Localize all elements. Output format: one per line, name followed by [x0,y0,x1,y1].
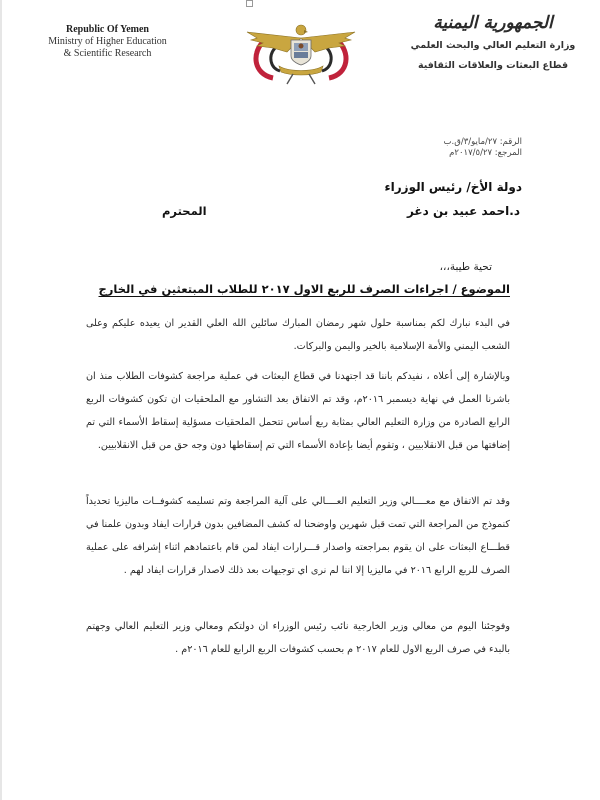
letterhead-arabic [408,10,578,76]
ministry-name-arabic: وزارة التعليم العالي والبحث العلمي [410,40,576,51]
reference-number: الرقم: ٢٧/مايو/٣/ق.ب [443,137,522,147]
country-name-english: Republic Of Yemen [66,24,149,35]
letterhead-english [35,24,180,60]
ministry-name-english-line1: Ministry of Higher Education [48,36,167,47]
yemen-emblem-icon [243,18,359,86]
ministry-name-english-line2: & Scientific Research [63,48,152,59]
addressee-honorific: المحترم [162,204,207,218]
body-paragraph: وقد تم الاتفاق مع معــــالي وزير التعليم العــــالي على آلية المراجعة وتم تسليمه كشوفــات ماليزيا تحديداً كنموذج من المراجعة التي تمت قبل شهرين واوضحنا له كشف المضافين بدون قرارات ايفاد وبدون علمنا في قطـــاع البعثات على ان يقوم بمراجعته واصدار قـــرارات ايفاد لمن قام باعتمادهم اثناء إشرافه على عملية الصرف للربع الرابع ٢٠١٦ في ماليزيا إلا اننا لم نرى اي توجيهات بعد ذلك لاصدار قرارات ايفاد لهم . [86,496,510,576]
addressee-name: د.احمد عبيد بن دغر [406,204,520,218]
emblem-eagle-head [296,25,306,35]
scan-corner-mark [246,0,253,7]
addressee-title: دولة الأخ/ رئيس الوزراء [384,180,522,194]
greeting: تحية طيبة،،، [439,261,492,273]
body-paragraph: في البدء نبارك لكم بمناسبة حلول شهر رمضان المبارك سائلين الله العلي القدير ان يعيده عليكم وعلى الشعب اليمني والأمة الإسلامية بالخير واليمن والبركات. [86,318,510,352]
sector-name-arabic: قطاع البعثات والعلاقات الثقافية [417,60,569,71]
reference-date: المرجع: ٢٠١٧/٥/٢٧م [449,148,522,158]
body-paragraph: وفوجئنا اليوم من معالي وزير الخارجية نائب رئيس الوزراء ان دولتكم ومعالي وزير التعليم العالي وجهتم بالبدء في صرف الربع الاول للعام ٢٠١٧ م بحسب كشوفات الربع الرابع للعام ٢٠١٦م . [86,621,510,655]
country-name-arabic: الجمهورية اليمنية [433,13,553,33]
subject-line: الموضوع / اجراءات الصرف للربع الاول ٢٠١٧ للطلاب المبتعثين في الخارج [98,282,510,296]
scan-page-edge [0,0,2,800]
body-paragraph: وبالإشارة إلى أعلاه ، نفيدكم باننا قد اجتهدنا في قطاع البعثات في عملية مراجعة كشوفات الطلاب منذ ان باشرنا العمل في نهاية ديسمبر ٢٠١٦م، وقد تم الاتفاق بعد التشاور مع الملحقيات ان تكون كشوفات الربع الرابع الصادرة من وزارة التعليم العالي بمثابة ربع أساس تتحمل الملحقيات مسؤلية إسقاط الأسماء التي تم إضافتها من قبل الانقلابيين ، وتقوم أيضا بإعادة الأسماء التي تم إسقاطها دون وجه حق من قبل الانقلابيين. [86,371,510,451]
reference-block [444,137,522,159]
emblem-banner [279,66,323,75]
